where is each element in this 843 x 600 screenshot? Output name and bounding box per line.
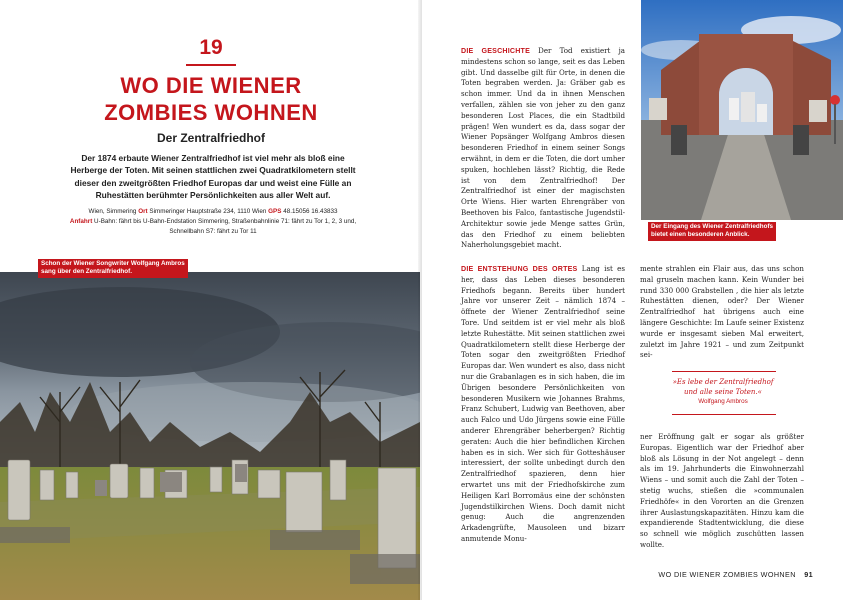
chapter-subtitle: Der Zentralfriedhof [156,131,265,145]
quote-line-2: und alle seine Toten.« [684,388,762,396]
running-footer [658,570,813,579]
cemetery-photo [0,272,420,600]
lead-paragraph: Der 1874 erbaute Wiener Zentralfriedhof ist viel mehr als bloß eine Herberge der Toten. Mit seinen stattlichen zwei Quadratkilometern stellt dieser den zweitgrößten Friedhof Europas dar und weist eine Fülle an Ruhestätten berühmter Persönlichkeiten aus aller Welt auf. [70,153,356,200]
info-gps-value: 48.15056 16.43833 [283,208,338,215]
quote-rule-top [672,371,776,372]
left-caption-line-2: sang über den Zentralfriedhof. [41,268,132,276]
info-gps-label: GPS [268,208,282,215]
quote-line-1: »Es lebe der Zentralfriedhof [672,378,774,386]
section-text-continued: mente strahlen ein Flair aus, das uns schon mal gruseln machen kann. Kein Wunder bei rund 330 000 Grabstellen , die hier als letzte Ruhestätten dienen, oder? Der Wiener Zentralfriedhof hat übrigens auch eine längere Geschichte: Im Laufe seiner Existenz wurde er insgesamt sieben Mal erweitert, zuletzt im Jahre 1921 – und zum Zeitpunkt sei- [640,264,804,360]
cemetery-entrance-photo [641,0,843,220]
text-column-entstehung [461,264,625,545]
section-text-end: ner Eröffnung galt er sogar als größter Europas. Eigentlich war der Friedhof aber bloß als Lösung in der Not angelegt – denn als im 19. Jahrhunderts die Einwohnerzahl Wiens – und somit auch die Zahl der Toten – stetig wuchs, stießen die »communalen Friedhöfe« in den Vororten an die Grenzen ihrer Auslastungskapazitäten. Hinzu kam die expandierende Stadtentwicklung, die diese so schnell wie möglich zuschütten lassen wollte. [640,432,804,549]
quote-rule-bottom [672,414,776,415]
text-column-end [640,432,804,551]
chapter-title-line-2: ZOMBIES WOHNEN [104,100,318,125]
quote-author: Wolfgang Ambros [698,398,748,405]
chapter-number: 19 [199,36,223,59]
footer-title: WO DIE WIENER ZOMBIES WOHNEN [658,570,796,579]
chapter-title [20,72,402,126]
info-ort-value: Simmeringer Hauptstraße 234, 1110 Wien [149,208,267,215]
pull-quote [646,377,800,407]
section-heading-entstehung: DIE ENTSTEHUNG DES ORTES [461,265,578,273]
info-area: Wien, Simmering [88,208,137,215]
section-text-entstehung: Lang ist es her, dass das Leben dieses besonderen Friedhofs begann. Bereits über hundert Jahre vor unserer Zeit – nämlich 1874 – öffnete der Wiener Zentralfriedhof seine Tore. Und seitdem ist er viel mehr als bloß letzte Ruhestätte. Mit seinen stattlichen zwei Quadratkilometern stellt diese Herberge der Toten sogar den zweitgrößten Friedhof Europas dar. Wen wundert es also, dass nicht nur die Grabanlagen es in sich haben, die im Übrigen besondere Persönlichkeiten von besonderen Musikern wie Johannes Brahms, Franz Schubert, Ludwig van Beethoven, aber auch Falco und Udo Jürgens sowie eine Fülle anderer Ehrengräber beherbergen? Richtig geraten: Auch die hier befindlichen Kirchen haben es in sich. Wer sich für Gotteshäuser interessiert, der sollte unbedingt durch den Zentralfriedhof spazieren, denn hier erwartet uns mit der Friedhofskirche zum Heiligen Karl Borromäus eine der schönsten Jugendstilkirchen Wiens. Doch damit nicht genug: Auch die angrenzenden Arkadengrüfte, Mausoleen und bizarr anmutende Monu- [461,264,625,543]
left-photo-caption [38,259,188,278]
page-number: 91 [804,570,813,579]
right-caption-line-1: Der Eingang des Wiener Zentralfriedhofs [651,223,774,230]
location-info [60,207,366,237]
text-column-continued [640,264,804,361]
left-caption-line-1: Schon der Wiener Songwriter Wolfgang Ambros [41,260,185,267]
chapter-title-line-1: WO DIE WIENER [120,73,302,98]
right-caption-line-2: bietet einen besonderen Anblick. [651,231,750,239]
section-heading-geschichte: DIE GESCHICHTE [461,47,531,55]
chapter-divider [186,64,236,66]
text-column-geschichte [461,46,625,251]
right-photo-caption [648,222,776,241]
info-anfahrt-value: U-Bahn: fährt bis U-Bahn-Endstation Simmering, Straßenbahnlinie 71: fährt zu Tor 1, 2, 3 und, Schnellbahn S7: fährt zu Tor 11 [94,218,357,235]
section-text-geschichte: Der Tod existiert ja mindestens schon so lange, seit es das Leben gibt. Und dasselbe gilt für Orte, in denen die Toten begraben werden. Ja: Gräber gab es schon immer. Und da in ihnen Menschen verfallen, zählen sie von jeher zu den ganz besonderen Lost Places, die ein Stadtbild prägen! Wen wundert es da, dass sogar der Wiener Popsänger Wolfgang Ambros diesen besonderen Friedhof in einem seiner Songs erwähnt, in dem er die Toten, die dort umher spuken, hochleben lässt? Richtig, die Rede ist von dem Zentralfriedhof! Der Zentralfriedhof ist einer der magischsten Orte Wiens. Hier warten Ehrengräber von Beethoven bis Falco, fantastische Jugendstil-Architektur sowie jede Menge sattes Grün, das den Friedhof zu einem beliebten Naherholungsgebiet macht. [461,46,625,250]
info-ort-label: Ort [138,208,148,215]
info-anfahrt-label: Anfahrt [69,218,93,225]
